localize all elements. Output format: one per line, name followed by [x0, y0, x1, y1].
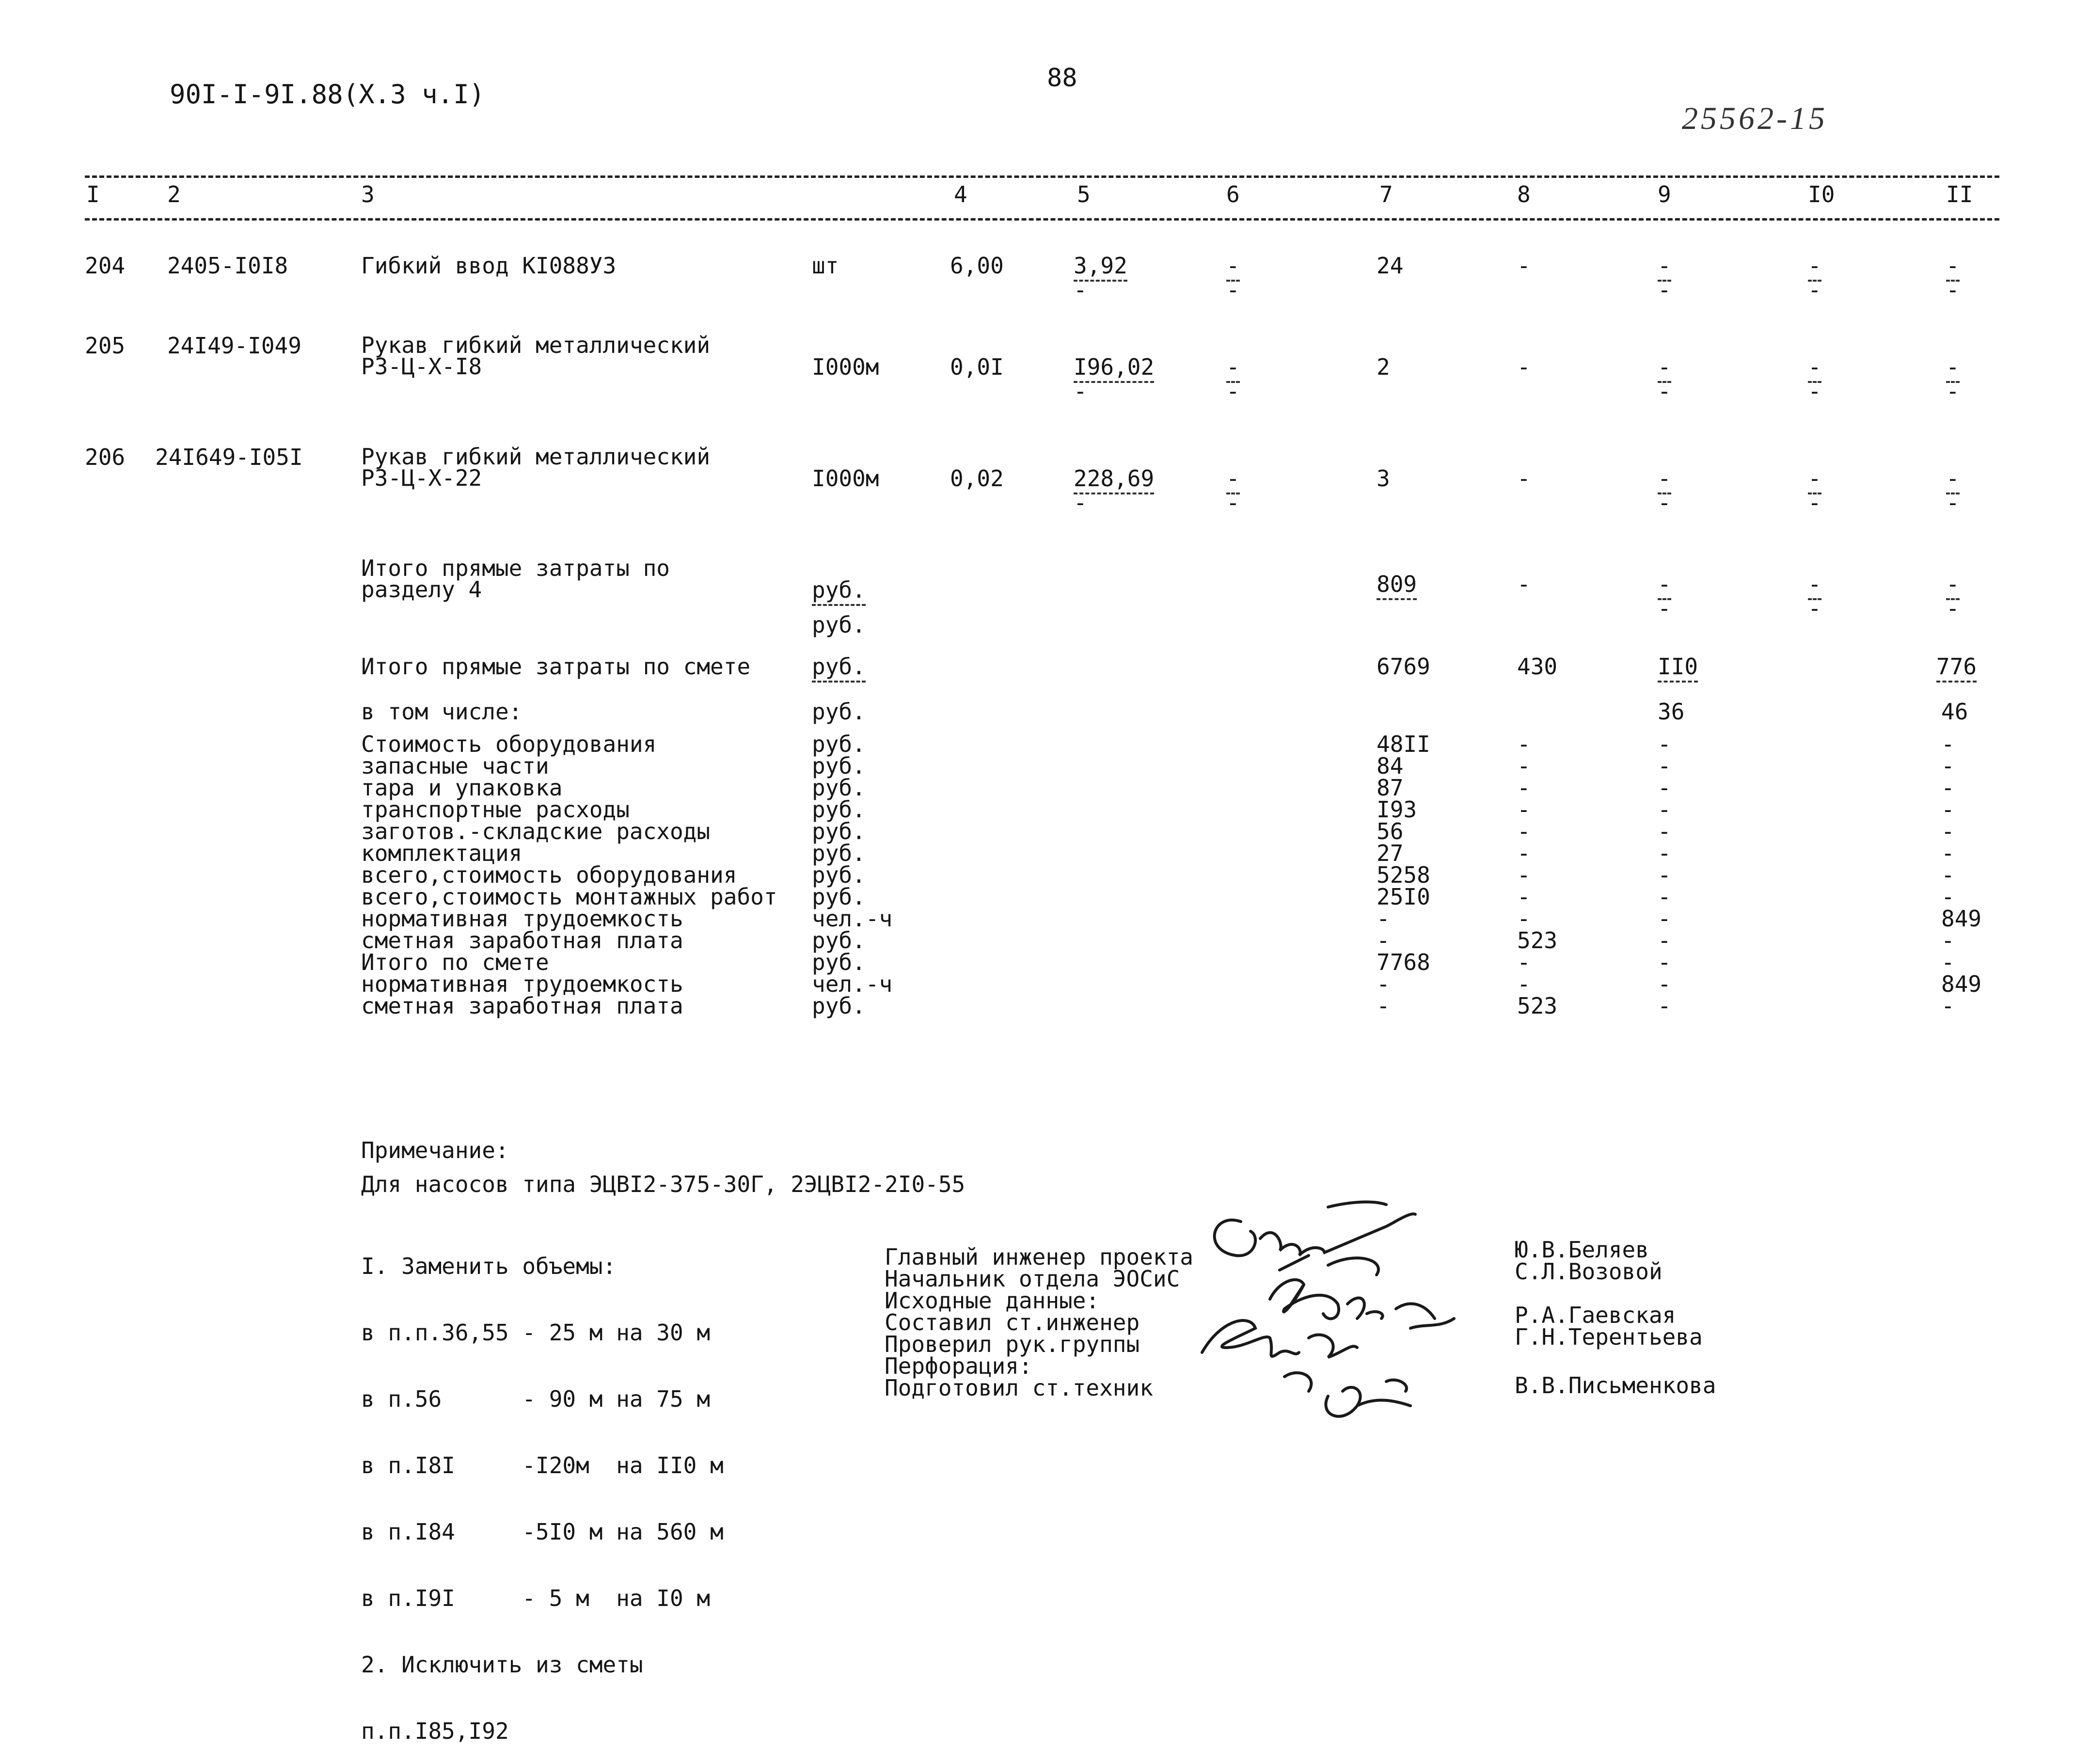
- row-price: [1074, 254, 1127, 301]
- row-col11-value: -: [1946, 253, 1960, 282]
- detail-value: -: [1941, 927, 1955, 954]
- row-col8: -: [1517, 253, 1531, 279]
- detail-value: -: [1941, 818, 1955, 844]
- table-header-rule: [85, 218, 1999, 221]
- row-name: Гибкий ввод КI088У3: [361, 253, 617, 279]
- page-number: 88: [1047, 64, 1077, 93]
- row-col6-value: -: [1226, 354, 1240, 383]
- note-line: в п.I84 -5I0 м на 560 м: [361, 1519, 724, 1545]
- detail-value: -: [1658, 818, 1671, 844]
- column-header: 8: [1517, 181, 1531, 207]
- row-col9-value: -: [1658, 253, 1671, 282]
- row-col6-sub: -: [1226, 378, 1240, 404]
- note-line: в п.п.36,55 - 25 м на 30 м: [361, 1319, 711, 1346]
- row-col11: [1946, 254, 1960, 301]
- detail-label: запасные части: [361, 753, 549, 779]
- detail-col11: [1941, 733, 1981, 1017]
- note-line: в п.I8I -I20м на II0 м: [361, 1452, 724, 1478]
- row-code: 24I649-I05I: [155, 444, 303, 470]
- including-unit: руб.: [812, 699, 866, 725]
- row-col8: -: [1517, 354, 1531, 380]
- detail-value: -: [1658, 862, 1671, 888]
- section-total-label-line: разделу 4: [361, 576, 482, 603]
- row-col6: [1226, 254, 1240, 301]
- row-col7: 24: [1377, 253, 1404, 279]
- detail-value: 87: [1377, 775, 1404, 801]
- row-qty: 0,02: [950, 465, 1004, 492]
- column-header: 3: [361, 181, 375, 207]
- detail-value: -: [1658, 971, 1671, 997]
- row-price-value: 3,92: [1074, 253, 1127, 282]
- detail-value: 849: [1941, 906, 1982, 932]
- detail-value: -: [1658, 927, 1671, 954]
- detail-label: всего,стоимость монтажных работ: [361, 884, 777, 910]
- note-line: I. Заменить объемы:: [361, 1253, 617, 1279]
- row-col10-sub: -: [1808, 277, 1821, 303]
- detail-value: -: [1658, 884, 1671, 910]
- column-header: 9: [1658, 181, 1671, 207]
- row-code: 2405-I0I8: [167, 253, 288, 279]
- section-total-col11-sub: -: [1946, 595, 1960, 621]
- detail-label: Итого по смете: [361, 949, 549, 975]
- detail-value: -: [1658, 775, 1671, 801]
- estimate-total-col8: 430: [1517, 653, 1558, 680]
- row-col10-sub: -: [1808, 490, 1821, 516]
- detail-value: -: [1658, 993, 1671, 1019]
- estimate-total-unit-value: руб.: [812, 653, 866, 683]
- section-total-col9-value: -: [1658, 571, 1671, 600]
- detail-value: -: [1658, 796, 1671, 823]
- row-code: 24I49-I049: [167, 333, 301, 359]
- signature-role: Исходные данные:: [885, 1287, 1100, 1314]
- detail-value: -: [1658, 840, 1671, 866]
- detail-value: -: [1941, 796, 1955, 823]
- detail-value: -: [1941, 753, 1955, 779]
- signature-name: С.Л.Возовой: [1515, 1258, 1662, 1285]
- row-col10: [1808, 254, 1821, 301]
- detail-unit: руб.: [812, 927, 866, 954]
- signature-role: Начальник отдела ЭОСиС: [885, 1266, 1180, 1292]
- row-col9-sub: -: [1658, 378, 1671, 404]
- detail-value: 27: [1377, 840, 1404, 866]
- detail-value: -: [1658, 949, 1671, 975]
- detail-unit: руб.: [812, 949, 866, 975]
- row-qty: 6,00: [950, 253, 1004, 279]
- detail-value: 523: [1517, 993, 1558, 1019]
- detail-value: -: [1517, 796, 1531, 823]
- row-price-sub: -: [1074, 277, 1087, 303]
- detail-value: -: [1517, 971, 1531, 997]
- detail-value: -: [1941, 993, 1955, 1019]
- signature-names: [1515, 1239, 1716, 1396]
- detail-unit: руб.: [812, 731, 866, 757]
- row-col10: [1808, 356, 1821, 402]
- section-total-unit-value: руб.: [812, 577, 866, 606]
- row-unit: шт: [812, 253, 839, 279]
- note-line: в п.56 - 90 м на 75 м: [361, 1386, 711, 1412]
- detail-label: транспортные расходы: [361, 796, 630, 823]
- row-col11-value: -: [1946, 465, 1960, 494]
- row-col7: 3: [1377, 465, 1390, 492]
- signature-role: Перфорация:: [885, 1353, 1032, 1379]
- stamp-number: 25562-15: [1682, 101, 1828, 136]
- estimate-total-col7: 6769: [1377, 653, 1430, 680]
- detail-value: -: [1941, 949, 1955, 975]
- detail-label: сметная заработная плата: [361, 993, 683, 1019]
- detail-value: 7768: [1377, 949, 1430, 975]
- column-header: 2: [167, 181, 181, 207]
- detail-value: -: [1941, 862, 1955, 888]
- detail-label: комплектация: [361, 840, 522, 866]
- row-col11-sub: -: [1946, 490, 1960, 516]
- row-price-value: 228,69: [1074, 465, 1154, 494]
- section-total-col11-value: -: [1946, 571, 1960, 600]
- detail-unit: руб.: [812, 775, 866, 801]
- including-col11: 46: [1941, 699, 1968, 725]
- row-col9-value: -: [1658, 465, 1671, 494]
- row-col8: -: [1517, 465, 1531, 492]
- row-name-line: Рукав гибкий металлический: [361, 444, 711, 470]
- column-header: 7: [1379, 181, 1393, 207]
- column-header: II: [1946, 181, 1973, 207]
- detail-label: всего,стоимость оборудования: [361, 862, 737, 888]
- detail-value: -: [1941, 840, 1955, 866]
- detail-value: -: [1658, 906, 1671, 932]
- section-total-label: [361, 555, 670, 603]
- row-unit: I000м: [812, 465, 879, 492]
- row-number: 204: [85, 253, 126, 279]
- row-col10: [1808, 467, 1821, 514]
- detail-label: тара и упаковка: [361, 775, 563, 801]
- detail-value: I93: [1377, 796, 1417, 823]
- detail-value: -: [1941, 731, 1955, 757]
- detail-value: -: [1517, 753, 1531, 779]
- detail-value: -: [1517, 840, 1531, 866]
- detail-value: -: [1377, 927, 1390, 954]
- detail-unit: руб.: [812, 862, 866, 888]
- detail-label: заготов.-складские расходы: [361, 818, 711, 844]
- column-header: I: [86, 181, 100, 207]
- estimate-total-label: Итого прямые затраты по смете: [361, 653, 751, 680]
- row-col9: [1658, 254, 1671, 301]
- column-header: 5: [1077, 181, 1091, 207]
- row-price: [1074, 467, 1154, 514]
- row-col6: [1226, 356, 1240, 402]
- detail-value: -: [1517, 818, 1531, 844]
- section-total-unit2: руб.: [812, 612, 866, 638]
- row-name: [361, 446, 710, 489]
- row-name: [361, 332, 711, 380]
- section-total-col8: -: [1517, 571, 1531, 597]
- signature-name: В.В.Письменкова: [1515, 1372, 1716, 1398]
- note-title: Примечание:: [361, 1137, 509, 1163]
- detail-value: 84: [1377, 753, 1404, 779]
- row-number: 206: [85, 444, 126, 470]
- row-col10-value: -: [1808, 253, 1821, 282]
- signature-role: Проверил рук.группы: [885, 1331, 1140, 1357]
- row-col9: [1658, 356, 1671, 402]
- row-unit: I000м: [812, 354, 879, 380]
- row-col6-value: -: [1226, 253, 1240, 282]
- column-header: 6: [1226, 181, 1240, 207]
- detail-label: нормативная трудоемкость: [361, 906, 683, 932]
- detail-value: 5258: [1377, 862, 1430, 888]
- section-total-col9-sub: -: [1658, 595, 1671, 621]
- row-col6-value: -: [1226, 465, 1240, 494]
- section-total-unit: [812, 579, 866, 636]
- row-qty: 0,0I: [950, 354, 1004, 380]
- column-header: 4: [954, 181, 967, 207]
- detail-units: [812, 733, 892, 1017]
- section-total-col10-sub: -: [1808, 595, 1821, 621]
- detail-unit: руб.: [812, 884, 866, 910]
- signature-role: Составил ст.инженер: [885, 1309, 1140, 1335]
- signature-name: Р.А.Гаевская: [1515, 1302, 1676, 1328]
- row-col9-sub: -: [1658, 277, 1671, 303]
- row-col6-sub: -: [1226, 277, 1240, 303]
- detail-value: -: [1517, 884, 1531, 910]
- estimate-total-col9: [1658, 655, 1698, 678]
- row-col11: [1946, 356, 1960, 402]
- signature-scribbles-icon: [1183, 1192, 1522, 1435]
- detail-value: -: [1941, 775, 1955, 801]
- row-price-sub: -: [1074, 378, 1087, 404]
- row-name-line: Рукав гибкий металлический: [361, 332, 711, 358]
- signature-name: Г.Н.Терентьева: [1515, 1324, 1703, 1350]
- section-total-col10-value: -: [1808, 571, 1821, 600]
- row-col11-sub: -: [1946, 378, 1960, 404]
- detail-value: -: [1517, 862, 1531, 888]
- detail-value: -: [1517, 949, 1531, 975]
- note-lines: [361, 1210, 724, 1764]
- estimate-total-unit: [812, 655, 866, 678]
- table-top-rule: [85, 175, 1999, 178]
- detail-value: 25I0: [1377, 884, 1430, 910]
- detail-value: -: [1941, 884, 1955, 910]
- detail-col9: [1658, 733, 1671, 1017]
- detail-label: сметная заработная плата: [361, 927, 683, 954]
- detail-value: -: [1658, 753, 1671, 779]
- row-col9: [1658, 467, 1671, 514]
- detail-value: 849: [1941, 971, 1982, 997]
- detail-value: -: [1658, 731, 1671, 757]
- estimate-total-col11: [1936, 655, 1977, 678]
- row-number: 205: [85, 333, 126, 359]
- note-line: 2. Исключить из сметы: [361, 1652, 643, 1678]
- detail-value: -: [1377, 993, 1390, 1019]
- detail-unit: руб.: [812, 796, 866, 823]
- detail-unit: руб.: [812, 993, 866, 1019]
- detail-value: 48II: [1377, 731, 1430, 757]
- row-price-sub: -: [1074, 490, 1087, 516]
- section-total-col11: [1946, 573, 1960, 620]
- column-header: I0: [1808, 181, 1835, 207]
- estimate-total-col11-value: 776: [1936, 653, 1977, 683]
- note-line: п.п.I85,I92: [361, 1718, 509, 1744]
- note-subtitle: Для насосов типа ЭЦВI2-375-30Г, 2ЭЦВI2-2I0-55: [361, 1171, 966, 1197]
- row-name-line: Р3-Ц-Х-22: [361, 465, 482, 491]
- detail-labels: [361, 733, 777, 1017]
- detail-unit: руб.: [812, 818, 866, 844]
- detail-value: 56: [1377, 818, 1404, 844]
- handwritten-signatures: [1183, 1192, 1522, 1435]
- detail-label: Стоимость оборудования: [361, 731, 657, 757]
- section-total-col10: [1808, 573, 1821, 620]
- row-name-line: Р3-Ц-Х-I8: [361, 353, 482, 380]
- detail-value: -: [1377, 971, 1390, 997]
- row-col9-sub: -: [1658, 490, 1671, 516]
- detail-value: -: [1517, 906, 1531, 932]
- row-col6: [1226, 467, 1240, 514]
- row-price: [1074, 356, 1154, 402]
- detail-unit: руб.: [812, 840, 866, 866]
- detail-label: нормативная трудоемкость: [361, 971, 683, 997]
- including-label: в том числе:: [361, 699, 522, 725]
- signature-role: Подготовил ст.техник: [885, 1375, 1153, 1401]
- detail-col7: [1377, 733, 1430, 1017]
- detail-value: 523: [1517, 927, 1558, 954]
- section-total-label-line: Итого прямые затраты по: [361, 555, 670, 581]
- section-total-col9: [1658, 573, 1671, 620]
- detail-value: -: [1517, 731, 1531, 757]
- detail-col8: [1517, 733, 1557, 1017]
- row-col10-sub: -: [1808, 378, 1821, 404]
- signature-roles: [885, 1244, 1193, 1401]
- detail-value: -: [1377, 906, 1390, 932]
- row-col10-value: -: [1808, 465, 1821, 494]
- row-col9-value: -: [1658, 354, 1671, 383]
- detail-unit: чел.-ч: [812, 971, 893, 997]
- row-price-value: I96,02: [1074, 354, 1154, 383]
- signature-name: [1515, 1282, 1716, 1304]
- detail-unit: чел.-ч: [812, 906, 893, 932]
- detail-value: -: [1517, 775, 1531, 801]
- signature-role: Главный инженер проекта: [885, 1244, 1193, 1270]
- detail-unit: руб.: [812, 753, 866, 779]
- document-code: 90I-I-9I.88(X.3 ч.I): [170, 79, 485, 110]
- row-col11: [1946, 467, 1960, 514]
- section-total-col7: [1377, 573, 1417, 595]
- estimate-total-col9-value: II0: [1658, 653, 1698, 683]
- note-line: в п.I9I - 5 м на I0 м: [361, 1585, 711, 1611]
- signature-name: [1515, 1348, 1716, 1369]
- row-col6-sub: -: [1226, 490, 1240, 516]
- row-col10-value: -: [1808, 354, 1821, 383]
- row-col11-value: -: [1946, 354, 1960, 383]
- signature-name: Ю.В.Беляев: [1515, 1237, 1649, 1263]
- including-col9: 36: [1658, 699, 1685, 725]
- row-col11-sub: -: [1946, 277, 1960, 303]
- section-total-col7-value: 809: [1377, 571, 1417, 600]
- row-col7: 2: [1377, 354, 1390, 380]
